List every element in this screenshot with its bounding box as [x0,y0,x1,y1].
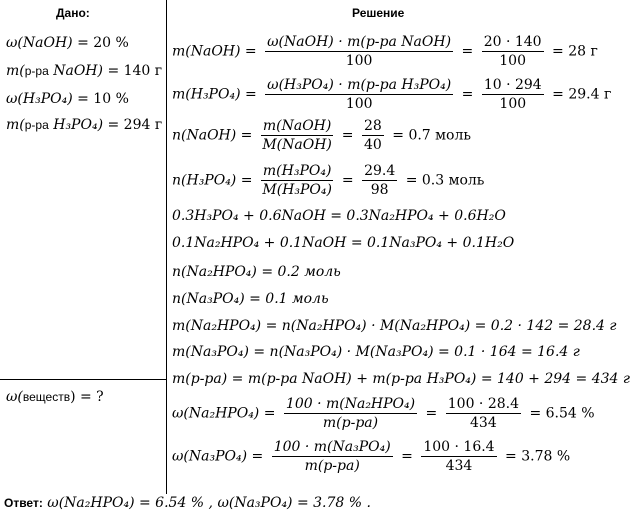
solution-line-m-na3po4: m(Na₃PO₄) = n(Na₃PO₄) · M(Na₃PO₄) = 0.1 · 164 = 16.4 г [172,344,580,360]
answer-label: Ответ: [4,496,43,510]
solution-line-w-na3po4: ω(Na₃PO₄) = $\frac{\text{100 · m(Na₃PO₄)}}{m(р-ра)}$ = $\frac{100 \cdot 16.4}{434}$ = 3.78 % [172,439,571,474]
solution-line-n-na3po4: n(Na₃PO₄) = 0.1 моль [172,291,329,307]
solution-line-n-h3po4: n(H₃PO₄) = $\frac{\text{m(H₃PO₄)}}{\text{M(H₃PO₄)}}$ = $\frac{29.4}{98}$ = 0.3 моль [172,163,485,198]
solution-line-m-solution: m(р-ра) = m(р-ра NaOH) + m(р-ра H₃PO₄) = 140 + 294 = 434 г [172,371,630,387]
solution-line-m-h3po4: m(H₃PO₄) = $\frac{\text{ω(H₃PO₄) · m(р-ра H₃PO₄)}}{100}$ = $\frac{10 \cdot 294}{100}$ = 29.4 г [172,77,612,112]
find-item: ω(веществ) = ? [6,389,104,405]
given-item: ω(NaOH) = 20 % [6,35,129,51]
column-divider [166,0,167,494]
find-divider [0,379,166,380]
reaction-equation-2: 0.1Na₂HPO₄ + 0.1NaOH = 0.1Na₃PO₄ + 0.1H₂O [172,235,515,251]
answer [4,495,371,511]
solution-heading: Решение [352,6,405,20]
solution-line-w-na2hpo4: ω(Na₂HPO₄) = $\frac{\text{100 · m(Na₂HPO₄)}}{m(р-ра)}$ = $\frac{100 \cdot 28.4}{434}$ = 6.54 % [172,396,595,431]
given-item: m(р-ра H₃PO₄) = 294 г [6,117,163,133]
solution-line-n-na2hpo4: n(Na₂HPO₄) = 0.2 моль [172,264,341,280]
solution-line-m-na2hpo4: m(Na₂HPO₄) = n(Na₂HPO₄) · M(Na₂HPO₄) = 0.2 · 142 = 28.4 г [172,318,617,334]
answer-text: ω(Na₂HPO₄) = 6.54 % , ω(Na₃PO₄) = 3.78 % . [47,495,371,511]
given-item: m(р-ра NaOH) = 140 г [6,63,163,79]
reaction-equation-1: 0.3H₃PO₄ + 0.6NaOH = 0.3Na₂HPO₄ + 0.6H₂O [172,208,506,224]
solution-line-n-naoh: n(NaOH) = $\frac{\text{m(NaOH)}}{\text{M(NaOH)}}$ = $\frac{28}{40}$ = 0.7 моль [172,118,471,153]
solution-line-m-naoh: m(NaOH) = $\frac{\text{ω(NaOH) · m(р-ра NaOH)}}{100}$ = $\frac{20 \cdot 140}{100}$ = 28 г [172,34,598,69]
given-item: ω(H₃PO₄) = 10 % [6,91,129,107]
given-heading: Дано: [56,6,90,20]
